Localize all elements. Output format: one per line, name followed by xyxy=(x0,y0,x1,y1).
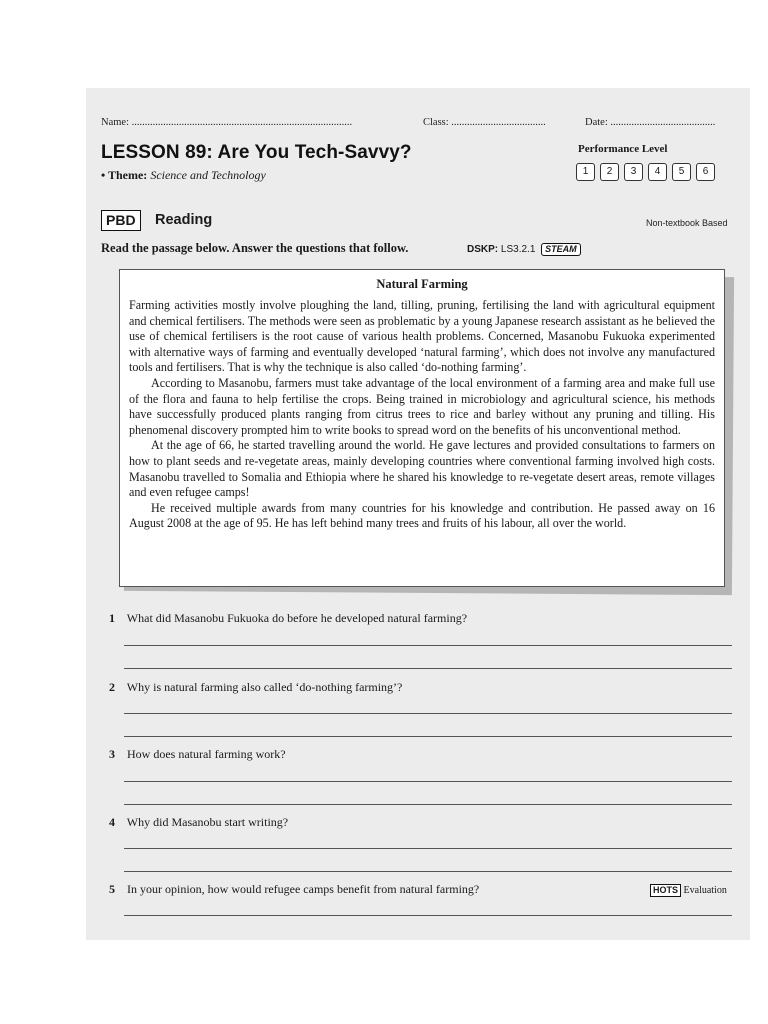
dskp-label: DSKP: xyxy=(467,244,499,255)
passage-paragraph: Farming activities mostly involve ploughing the land, tilling, pruning, fertilising the land with agricultural equipment and chemical fertilisers. The methods were seen as problematic by a young Japanese research assistant as he believed the use of chemical fertilisers is the root cause of various health problems. Concerned, Masanobu Fukuoka experimented with alternative ways of farming and eventually developed ‘natural farming’, which does not involve any manufactured tools and fertilisers. That is why the technique is also called ‘do-nothing farming’. xyxy=(129,298,715,375)
lesson-title: LESSON 89: Are You Tech-Savvy? xyxy=(101,142,412,163)
passage-paragraph: At the age of 66, he started travelling around the world. He gave lectures and provided consultations to farmers on how to plant seeds and re-vegetate areas, mainly developing countries where conventional farming involved high costs. Masanobu travelled to Somalia and Ethiopia where he shared his knowledge to re-vegetate desert areas, remote villages and even refugee camps! xyxy=(129,438,715,500)
answer-line[interactable] xyxy=(124,736,732,737)
question-text: What did Masanobu Fukuoka do before he developed natural farming? xyxy=(126,611,468,625)
question-number: 4 xyxy=(109,815,115,829)
theme-prefix: • Theme: xyxy=(101,168,148,182)
performance-level-boxes xyxy=(576,163,715,181)
question-5 xyxy=(109,882,479,897)
level-box-5[interactable]: 5 xyxy=(672,163,691,181)
level-box-6[interactable]: 6 xyxy=(696,163,715,181)
dskp-reference xyxy=(467,243,581,256)
level-box-3[interactable]: 3 xyxy=(624,163,643,181)
hots-badge: HOTS xyxy=(650,884,681,897)
answer-line[interactable] xyxy=(124,871,732,872)
answer-line[interactable] xyxy=(124,713,732,714)
passage-title: Natural Farming xyxy=(376,277,468,291)
passage-paragraph: He received multiple awards from many countries for his knowledge and contribution. He passed away on 16 August 2008 at the age of 95. He has left behind many trees and fruits of his labour, all over the world. xyxy=(129,500,715,531)
question-number: 2 xyxy=(109,680,115,694)
question-number: 1 xyxy=(109,611,115,625)
dskp-code: LS3.2.1 xyxy=(500,244,536,255)
question-text: In your opinion, how would refugee camps benefit from natural farming? xyxy=(127,882,480,896)
passage-paragraph: According to Masanobu, farmers must take advantage of the local environment of a farming area and make full use of the flora and fauna to help fertilise the crops. Being trained in microbiology and agricultural science, his methods have successfully produced plants ranging from citrus trees to rice and barley without any pruning and tilling. His phenomenal discovery prompted him to write books to spread word on the benefits of his unconventional method. xyxy=(129,375,715,437)
steam-badge: STEAM xyxy=(541,243,581,256)
hots-tag xyxy=(650,884,727,897)
section-heading: Reading xyxy=(155,212,213,228)
answer-line[interactable] xyxy=(124,848,732,849)
answer-line[interactable] xyxy=(124,804,732,805)
class-field[interactable]: Class: .................................... xyxy=(423,117,546,128)
answer-line[interactable] xyxy=(124,915,732,916)
answer-line[interactable] xyxy=(124,645,732,646)
question-3 xyxy=(109,747,286,762)
question-number: 5 xyxy=(109,882,115,896)
instruction-text: Read the passage below. Answer the questions that follow. xyxy=(101,241,409,255)
question-2 xyxy=(109,680,402,695)
level-box-2[interactable]: 2 xyxy=(600,163,619,181)
question-4 xyxy=(109,815,288,830)
theme-value: Science and Technology xyxy=(150,168,266,182)
hots-label: Evaluation xyxy=(683,885,727,896)
performance-level-label: Performance Level xyxy=(578,143,668,155)
answer-line[interactable] xyxy=(124,781,732,782)
question-text: How does natural farming work? xyxy=(127,747,286,761)
lesson-theme xyxy=(101,168,266,183)
name-field[interactable]: Name: .................................................................................... xyxy=(101,117,353,128)
question-number: 3 xyxy=(109,747,115,761)
question-text: Why did Masanobu start writing? xyxy=(126,815,289,829)
passage-box xyxy=(119,269,725,587)
level-box-1[interactable]: 1 xyxy=(576,163,595,181)
level-box-4[interactable]: 4 xyxy=(648,163,667,181)
question-text: Why is natural farming also called ‘do-nothing farming’? xyxy=(126,680,403,694)
question-1 xyxy=(109,611,467,626)
answer-line[interactable] xyxy=(124,668,732,669)
pbd-badge: PBD xyxy=(101,210,141,231)
date-field[interactable]: Date: ........................................ xyxy=(585,117,716,128)
source-note: Non-textbook Based xyxy=(646,218,728,228)
